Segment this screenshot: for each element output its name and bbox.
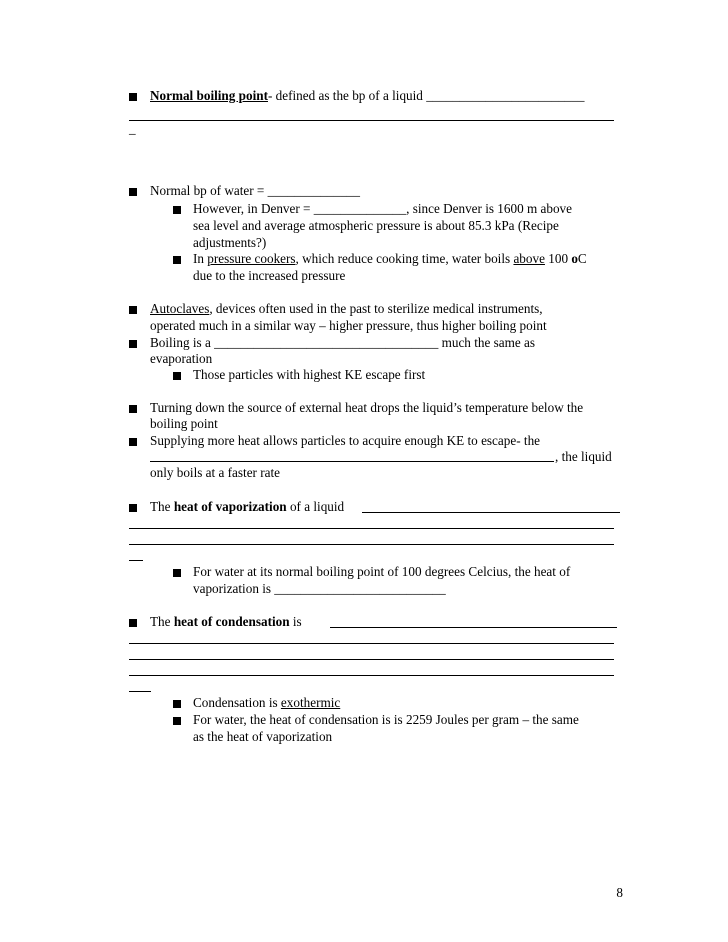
celsius-c: C <box>577 251 587 266</box>
answer-line <box>129 691 151 692</box>
water-vap-line-2: vaporization is __________________________ <box>193 581 446 596</box>
bullet-icon <box>129 438 137 446</box>
cookers-line-2: due to the increased pressure <box>193 268 346 283</box>
heat-cond-post: is <box>289 614 302 629</box>
answer-line <box>129 120 614 121</box>
answer-line <box>362 512 620 513</box>
cookers-post: 100 <box>544 251 572 266</box>
turning-line-1: Turning down the source of external heat drops the liquid’s temperature below the <box>150 400 584 415</box>
answer-line <box>129 544 614 545</box>
answer-line <box>129 675 614 676</box>
heat-cond-pre: The <box>150 614 174 629</box>
cookers-pre: In <box>193 251 208 266</box>
bullet-icon <box>173 700 181 708</box>
water-cond-line-1: For water, the heat of condensation is is 2259 Joules per gram – the same <box>193 712 579 727</box>
boiling-line-1: Boiling is a __________________________________ much the same as <box>150 335 535 350</box>
heat-vap-post: of a liquid <box>286 499 345 514</box>
answer-line-tail: _ <box>129 121 136 136</box>
heat-vap-line <box>150 499 344 515</box>
answer-line <box>129 528 614 529</box>
supplying-line-2-tail: , the liquid <box>555 449 612 464</box>
heat-vap-pre: The <box>150 499 174 514</box>
bullet-icon <box>173 372 181 380</box>
bullet-icon <box>129 306 137 314</box>
bullet-icon <box>173 206 181 214</box>
autoclaves-line-2: operated much in a similar way – higher pressure, thus higher boiling point <box>150 318 547 333</box>
denver-line-1: However, in Denver = ______________, since Denver is 1600 m above <box>193 201 573 216</box>
water-cond-line-2: as the heat of vaporization <box>193 729 333 744</box>
bullet-icon <box>129 93 137 101</box>
answer-line <box>129 560 143 561</box>
turning-line-2: boiling point <box>150 416 218 431</box>
bullet-icon <box>173 717 181 725</box>
page-number: 8 <box>616 885 623 900</box>
particles-line: Those particles with highest KE escape first <box>193 367 426 382</box>
cookers-line-1 <box>193 251 587 267</box>
bullet-icon <box>129 504 137 512</box>
heat-cond-line <box>150 614 302 630</box>
cookers-mid: , which reduce cooking time, water boils <box>295 251 514 266</box>
term-autoclaves: Autoclaves <box>150 301 210 316</box>
term-pressure-cookers: pressure cookers <box>207 251 296 266</box>
water-vap-line-1: For water at its normal boiling point of 100 degrees Celcius, the heat of <box>193 564 571 579</box>
normal-bp-text: - defined as the bp of a liquid ________________________ <box>267 88 585 103</box>
answer-line <box>129 643 614 644</box>
bullet-icon <box>129 619 137 627</box>
exo-line <box>193 695 340 711</box>
supplying-line-1: Supplying more heat allows particles to acquire enough KE to escape- the <box>150 433 541 448</box>
bullet-icon <box>129 340 137 348</box>
term-exothermic: exothermic <box>280 695 341 710</box>
supplying-line-3: only boils at a faster rate <box>150 465 280 480</box>
bullet-icon <box>173 256 181 264</box>
denver-line-2: sea level and average atmospheric pressure is about 85.3 kPa (Recipe <box>193 218 559 233</box>
term-heat-of-condensation: heat of condensation <box>173 614 290 629</box>
degree-o: o <box>571 251 578 266</box>
term-heat-of-vaporization: heat of vaporization <box>173 499 287 514</box>
answer-line <box>129 659 614 660</box>
exo-pre: Condensation is <box>193 695 281 710</box>
bullet-icon <box>173 569 181 577</box>
boiling-line-2: evaporation <box>150 351 213 366</box>
term-above: above <box>513 251 545 266</box>
term-normal-boiling-point: Normal boiling point <box>150 88 268 103</box>
bullet-icon <box>129 188 137 196</box>
autoclaves-line-1 <box>150 301 543 317</box>
autoclaves-text: , devices often used in the past to sterilize medical instruments, <box>209 301 543 316</box>
bullet-icon <box>129 405 137 413</box>
denver-line-3: adjustments?) <box>193 235 267 250</box>
answer-line <box>330 627 617 628</box>
normal-bp-line <box>150 88 584 104</box>
answer-line <box>150 461 554 462</box>
water-bp-line: Normal bp of water = ______________ <box>150 183 360 198</box>
